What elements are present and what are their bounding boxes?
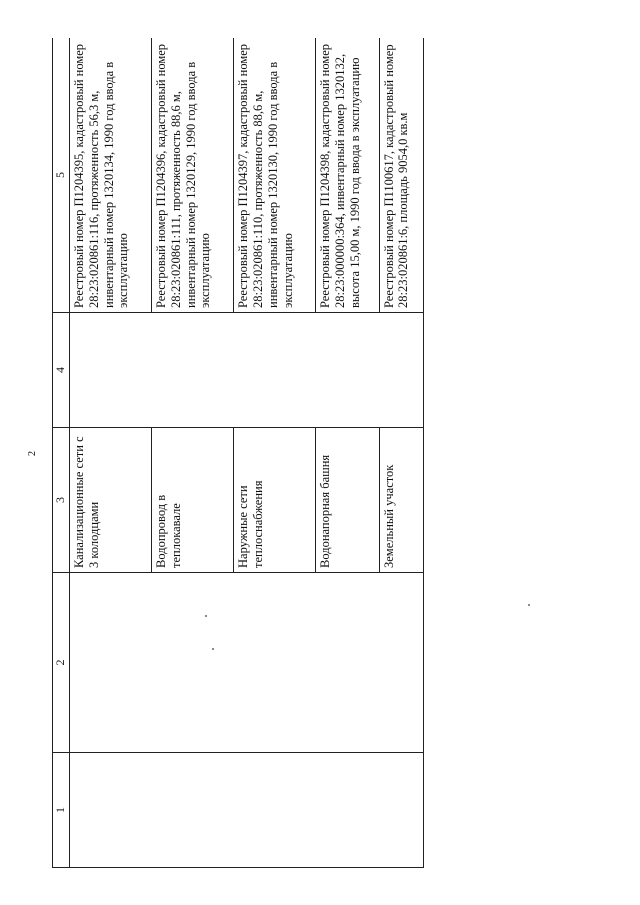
document-page xyxy=(52,38,424,868)
scan-speck xyxy=(528,604,530,606)
object-name: Канализационные сети с 3 колодцами xyxy=(70,428,152,573)
object-description: Реестровый номер П1100617, кадастровый номер 28:23:020861:6, площадь 9054,0 кв.м xyxy=(379,38,423,313)
cell-col-4 xyxy=(70,313,424,428)
object-description: Реестровый номер П1204398, кадастровый номер 28:23:000000:364, инвентарный номер 1320132, высота 15,00 м, 1990 год ввода в эксплуатацию xyxy=(316,38,379,313)
object-description: Реестровый номер П1204397, кадастровый номер 28:23:020861:110, протяженность 88,6 м, инвентарный номер 1320130, 1990 год ввода в эксплуатацию xyxy=(234,38,316,313)
header-col-1: 1 xyxy=(53,753,70,868)
cell-col-1 xyxy=(70,753,424,868)
object-description: Реестровый номер П1204395, кадастровый номер 28:23:020861:116, протяженность 56,3 м, инвентарный номер 1320134, 1990 год ввода в эксплуатацию xyxy=(70,38,152,313)
page-number: 2 xyxy=(27,451,38,456)
object-name: Водопровод в теплокавале xyxy=(152,428,234,573)
object-name: Водонапорная башня xyxy=(316,428,379,573)
header-col-2: 2 xyxy=(53,573,70,753)
cell-col-2 xyxy=(70,573,424,753)
object-name: Земельный участок xyxy=(379,428,423,573)
property-table xyxy=(52,38,424,868)
header-col-3: 3 xyxy=(53,428,70,573)
header-col-4: 4 xyxy=(53,313,70,428)
header-col-5: 5 xyxy=(53,38,70,313)
rotated-table-container xyxy=(52,38,424,868)
scan-speck xyxy=(205,615,207,617)
table-row xyxy=(70,38,152,868)
table-header-row xyxy=(53,38,70,868)
object-name: Наружные сети теплоснабжения xyxy=(234,428,316,573)
scan-speck xyxy=(212,648,214,650)
object-description: Реестровый номер П1204396, кадастровый номер 28:23:020861:111, протяженность 88,6 м, инвентарный номер 1320129, 1990 год ввода в эксплуатацию xyxy=(152,38,234,313)
